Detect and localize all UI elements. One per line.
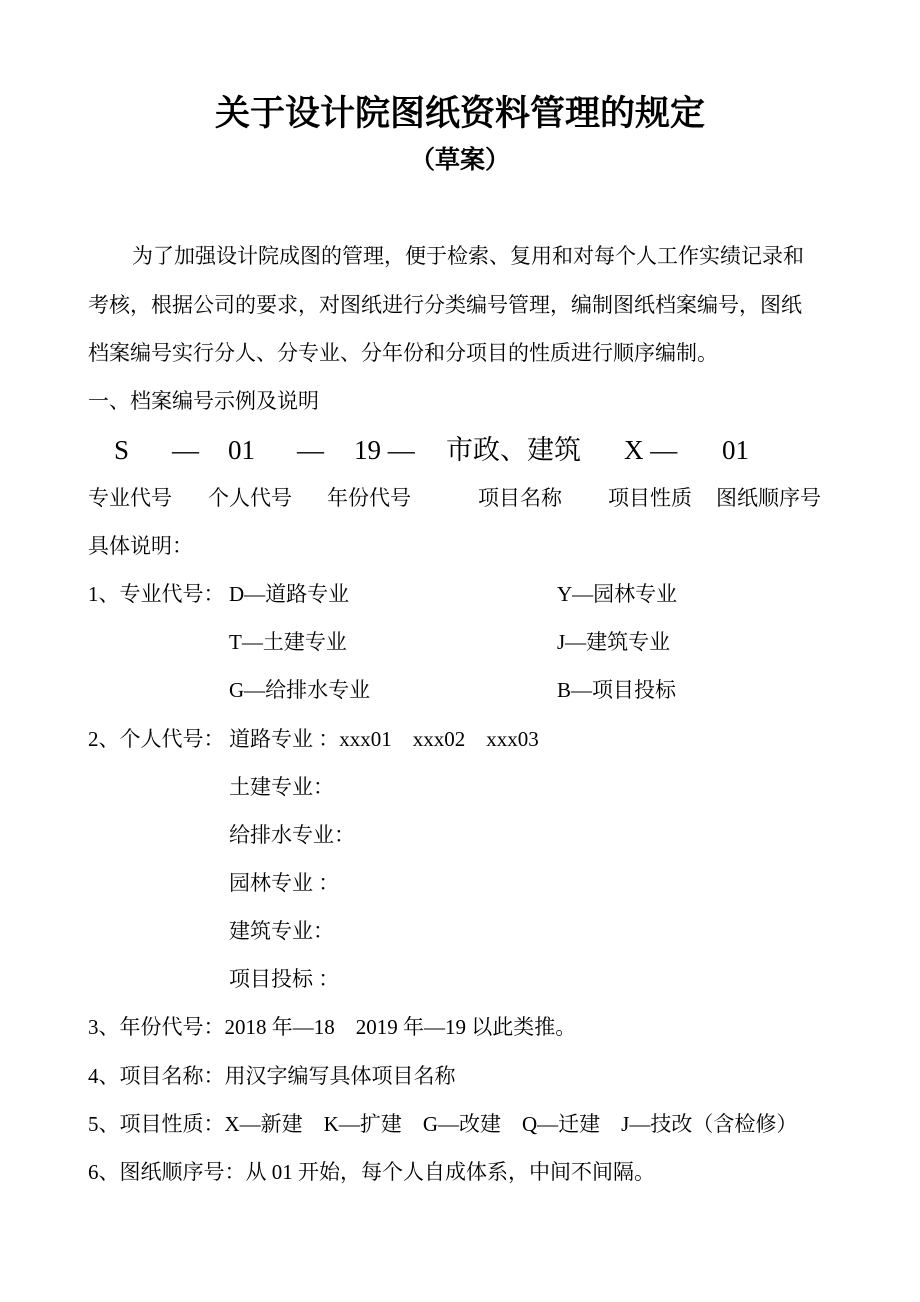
example-code-part: 19 —	[354, 435, 415, 465]
example-code-part: 01	[722, 435, 749, 465]
example-label: 项目名称	[478, 486, 562, 510]
example-code-part: S	[114, 435, 130, 465]
personal-code-row: 项目投标 ：	[229, 967, 340, 991]
example-label: 图纸顺序号	[716, 486, 821, 510]
major-code: Y—园林专业	[557, 582, 678, 606]
item-1-label: 1、专业代号：	[88, 582, 225, 606]
document-subtitle: （草案）	[409, 147, 510, 174]
personal-code-row: 园林专业 ：	[229, 871, 340, 895]
major-code: G—给排水专业	[229, 678, 371, 702]
intro-line-3: 档案编号实行分人、分专业、分年份和分项目的性质进行顺序编制。	[88, 341, 718, 365]
item-4: 4、项目名称：用汉字编写具体项目名称	[88, 1064, 456, 1088]
intro-line-1: 为了加强设计院成图的管理，便于检索、复用和对每个人工作实绩记录和	[132, 244, 804, 268]
example-code-part: —	[172, 435, 199, 465]
personal-code-row: 土建专业：	[229, 775, 334, 799]
example-code-part: —	[297, 435, 324, 465]
major-code: D—道路专业	[229, 582, 350, 606]
document-title: 关于设计院图纸资料管理的规定	[214, 94, 705, 133]
major-code: J—建筑专业	[557, 630, 671, 654]
example-label: 专业代号	[88, 486, 172, 510]
example-code-part: 市政、建筑	[446, 435, 581, 465]
item-5: 5、项目性质：X—新建 K—扩建 G—改建 Q—迁建 J—技改（含检修）	[88, 1112, 798, 1136]
example-label: 项目性质	[608, 486, 692, 510]
example-label: 个人代号	[208, 486, 292, 510]
personal-code-row: 建筑专业：	[229, 919, 334, 943]
personal-code-row: 给排水专业：	[229, 823, 355, 847]
major-code: B—项目投标	[557, 678, 677, 702]
example-code-part: 01	[228, 435, 255, 465]
item-3: 3、年份代号：2018 年—18 2019 年—19 以此类推。	[88, 1015, 577, 1039]
major-code: T—土建专业	[229, 630, 347, 654]
section-heading: 一、档案编号示例及说明	[88, 389, 319, 413]
item-6: 6、图纸顺序号：从 01 开始，每个人自成体系，中间不间隔。	[88, 1160, 655, 1184]
example-label: 年份代号	[327, 486, 411, 510]
example-code-part: X —	[624, 435, 678, 465]
item-2-label: 2、个人代号：	[88, 727, 225, 751]
personal-code-row: 道路专业 ：xxx01 xxx02 xxx03	[229, 727, 539, 751]
intro-line-2: 考核，根据公司的要求，对图纸进行分类编号管理，编制图纸档案编号，图纸	[88, 293, 802, 317]
details-heading: 具体说明：	[88, 534, 193, 558]
